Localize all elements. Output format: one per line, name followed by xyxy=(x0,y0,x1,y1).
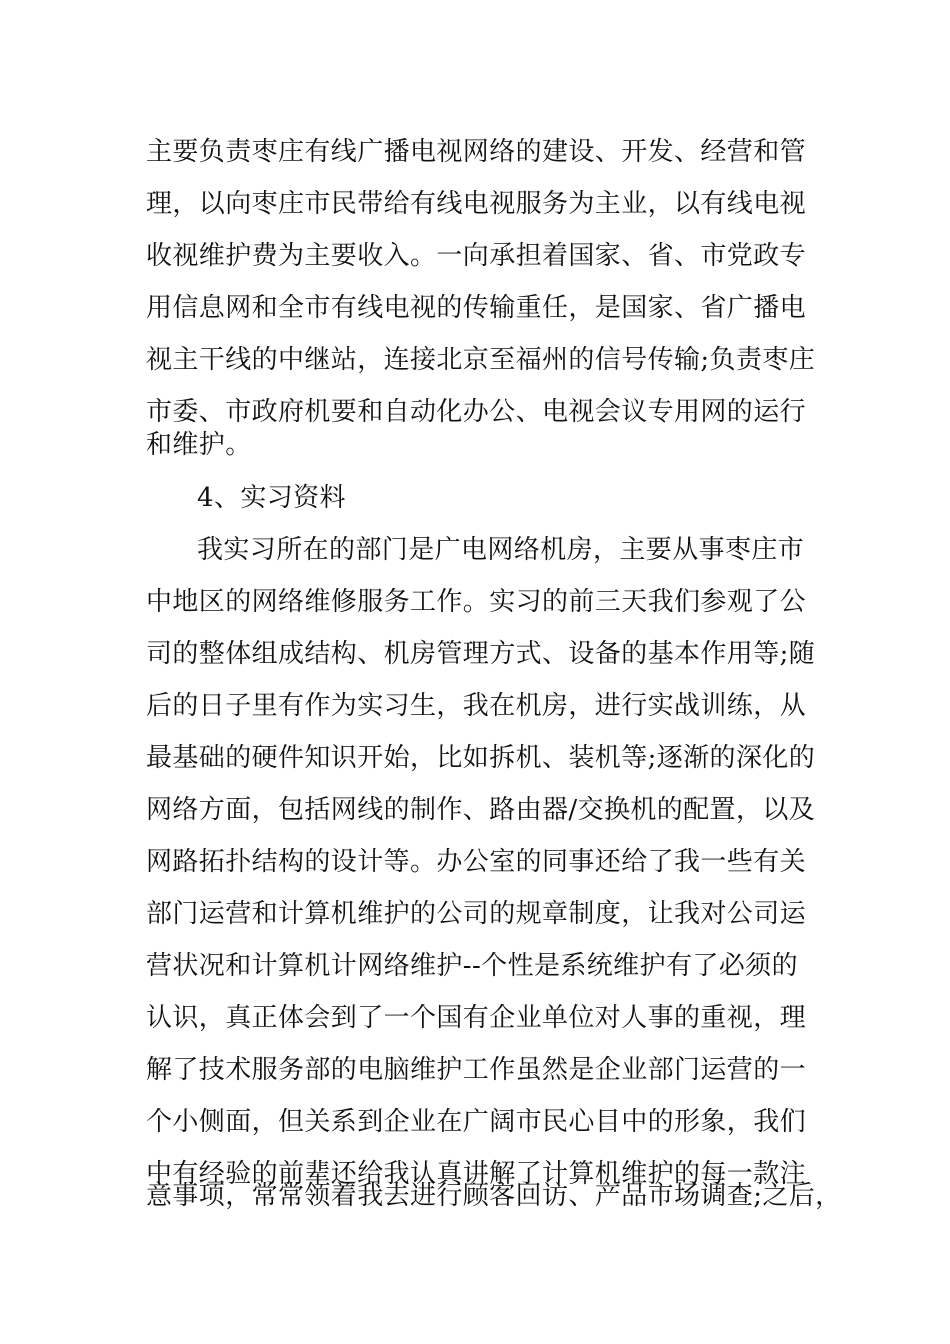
body-text-line: 用信息网和全市有线电视的传输重任，是国家、省广播电 xyxy=(146,293,807,323)
body-text-line: 主要负责枣庄有线广播电视网络的建设、开发、经营和管 xyxy=(146,137,807,167)
body-text-line: 我实习所在的部门是广电网络机房，主要从事枣庄市 xyxy=(197,535,805,565)
body-text-line: 中地区的网络维修服务工作。实习的前三天我们参观了公 xyxy=(146,587,807,617)
body-text-line: 意事项，常常领着我去进行顾客回访、产品市场调查;之后， xyxy=(146,1181,842,1211)
body-text-line: 收视维护费为主要收入。一向承担着国家、省、市党政专 xyxy=(146,241,807,271)
body-text-line: 最基础的硬件知识开始，比如拆机、装机等;逐渐的深化的 xyxy=(146,743,816,773)
body-text-line: 理，以向枣庄市民带给有线电视服务为主业，以有线电视 xyxy=(146,189,807,219)
body-text-line: 网络方面，包括网线的制作、路由器/交换机的配置，以及 xyxy=(146,795,816,825)
body-text-line: 认识，真正体会到了一个国有企业单位对人事的重视，理 xyxy=(146,1003,807,1033)
body-text-line: 视主干线的中继站，连接北京至福州的信号传输;负责枣庄 xyxy=(146,345,816,375)
body-text-line: 解了技术服务部的电脑维护工作虽然是企业部门运营的一 xyxy=(146,1055,807,1085)
body-text-line: 市委、市政府机要和自动化办公、电视会议专用网的运行 xyxy=(146,397,807,427)
body-text-line: 司的整体组成结构、机房管理方式、设备的基本作用等;随 xyxy=(146,639,816,669)
body-text-line: 后的日子里有作为实习生，我在机房，进行实战训练，从 xyxy=(146,691,807,721)
body-text-line: 和维护。 xyxy=(146,430,252,460)
body-text-line: 个小侧面，但关系到企业在广阔市民心目中的形象，我们 xyxy=(146,1107,807,1137)
section-heading: 4、实习资料 xyxy=(197,483,346,513)
body-text-line: 部门运营和计算机维护的公司的规章制度，让我对公司运 xyxy=(146,899,807,929)
body-text-line: 网路拓扑结构的设计等。办公室的同事还给了我一些有关 xyxy=(146,847,807,877)
body-text-line: 营状况和计算机计网络维护--个性是系统维护有了必须的 xyxy=(146,951,798,981)
body-text-line: 中有经验的前辈还给我认真讲解了计算机维护的每一款注 xyxy=(146,1159,807,1189)
